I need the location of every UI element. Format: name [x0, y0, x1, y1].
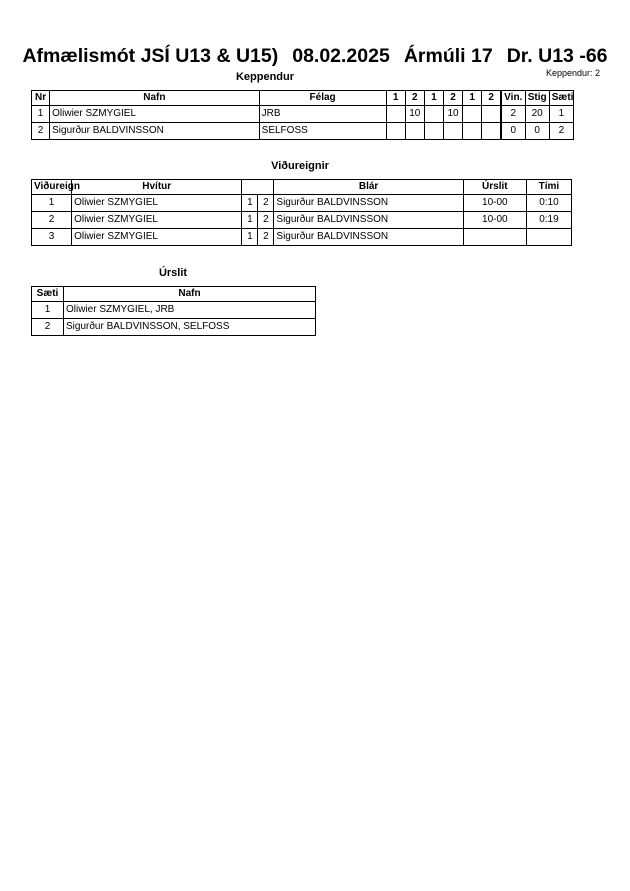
cell-blue: Sigurður BALDVINSSON	[274, 229, 463, 246]
cell-score: 10	[444, 106, 463, 123]
cell-place: 2	[549, 123, 573, 140]
cell-white: Oliwier SZMYGIEL	[72, 195, 242, 212]
col-club: Félag	[259, 91, 386, 106]
matches-heading: Viðureignir	[271, 160, 329, 172]
cell-match-no: 2	[32, 212, 72, 229]
table-row	[32, 106, 574, 123]
competitors-table	[31, 90, 574, 140]
cell-blue: Sigurður BALDVINSSON	[274, 212, 463, 229]
col-round: 2	[482, 91, 501, 106]
cell-time: 0:19	[526, 212, 571, 229]
col-time: Tími	[526, 180, 571, 195]
results-heading: Úrslit	[158, 267, 188, 279]
col-round: 2	[405, 91, 424, 106]
table-row	[32, 302, 316, 319]
cell-result: 10-00	[463, 212, 526, 229]
cell-nr: 1	[32, 106, 50, 123]
cell-wins: 0	[501, 123, 525, 140]
competitors-header-row	[32, 91, 574, 106]
title-event: Afmælismót JSÍ U13 & U15)	[22, 45, 279, 67]
cell-match-no: 3	[32, 229, 72, 246]
cell-name: Oliwier SZMYGIEL	[50, 106, 260, 123]
cell-score	[444, 123, 463, 140]
cell-points: 20	[525, 106, 549, 123]
page-title	[0, 44, 630, 68]
participants-count: Keppendur: 2	[545, 68, 600, 78]
matches-table	[31, 179, 572, 246]
col-round: 1	[386, 91, 405, 106]
cell-nr: 2	[32, 123, 50, 140]
col-blank	[242, 180, 258, 195]
cell-place: 1	[32, 302, 64, 319]
cell-result	[463, 229, 526, 246]
col-place: Sæti	[32, 287, 64, 302]
cell-score	[482, 106, 501, 123]
cell-score: 10	[405, 106, 424, 123]
col-blue: Blár	[274, 180, 463, 195]
table-row	[32, 229, 572, 246]
col-place: Sæti	[549, 91, 573, 106]
col-white: Hvítur	[72, 180, 242, 195]
cell-score	[482, 123, 501, 140]
cell-side: 2	[258, 195, 274, 212]
col-nr: Nr	[32, 91, 50, 106]
cell-white: Oliwier SZMYGIEL	[72, 229, 242, 246]
competitors-heading: Keppendur	[235, 71, 295, 83]
cell-place: 1	[549, 106, 573, 123]
title-venue: Ármúli 17	[403, 45, 493, 67]
cell-side: 1	[242, 195, 258, 212]
results-header-row	[32, 287, 316, 302]
matches-header-row	[32, 180, 572, 195]
title-date: 08.02.2025	[292, 45, 390, 67]
col-match-no: Viðureign	[32, 180, 72, 195]
cell-side: 2	[258, 229, 274, 246]
col-round: 1	[463, 91, 482, 106]
table-row	[32, 319, 316, 336]
table-row	[32, 195, 572, 212]
table-row	[32, 212, 572, 229]
cell-score	[463, 123, 482, 140]
cell-score	[405, 123, 424, 140]
cell-white: Oliwier SZMYGIEL	[72, 212, 242, 229]
cell-wins: 2	[501, 106, 525, 123]
cell-score	[424, 123, 443, 140]
cell-side: 2	[258, 212, 274, 229]
cell-points: 0	[525, 123, 549, 140]
col-points: Stig	[525, 91, 549, 106]
cell-score	[424, 106, 443, 123]
cell-name: Sigurður BALDVINSSON	[50, 123, 260, 140]
col-round: 1	[424, 91, 443, 106]
cell-blue: Sigurður BALDVINSSON	[274, 195, 463, 212]
cell-score	[386, 106, 405, 123]
cell-score	[463, 106, 482, 123]
col-name: Nafn	[50, 91, 260, 106]
title-category: Dr. U13 -66	[506, 45, 608, 67]
cell-place: 2	[32, 319, 64, 336]
table-row	[32, 123, 574, 140]
cell-club: SELFOSS	[259, 123, 386, 140]
cell-result: 10-00	[463, 195, 526, 212]
cell-score	[386, 123, 405, 140]
col-name: Nafn	[64, 287, 316, 302]
col-blank	[258, 180, 274, 195]
cell-match-no: 1	[32, 195, 72, 212]
cell-time: 0:10	[526, 195, 571, 212]
col-result: Úrslit	[463, 180, 526, 195]
cell-time	[526, 229, 571, 246]
col-wins: Vin.	[501, 91, 525, 106]
cell-side: 1	[242, 212, 258, 229]
cell-club: JRB	[259, 106, 386, 123]
results-table	[31, 286, 316, 336]
cell-side: 1	[242, 229, 258, 246]
cell-name: Oliwier SZMYGIEL, JRB	[64, 302, 316, 319]
col-round: 2	[444, 91, 463, 106]
cell-name: Sigurður BALDVINSSON, SELFOSS	[64, 319, 316, 336]
